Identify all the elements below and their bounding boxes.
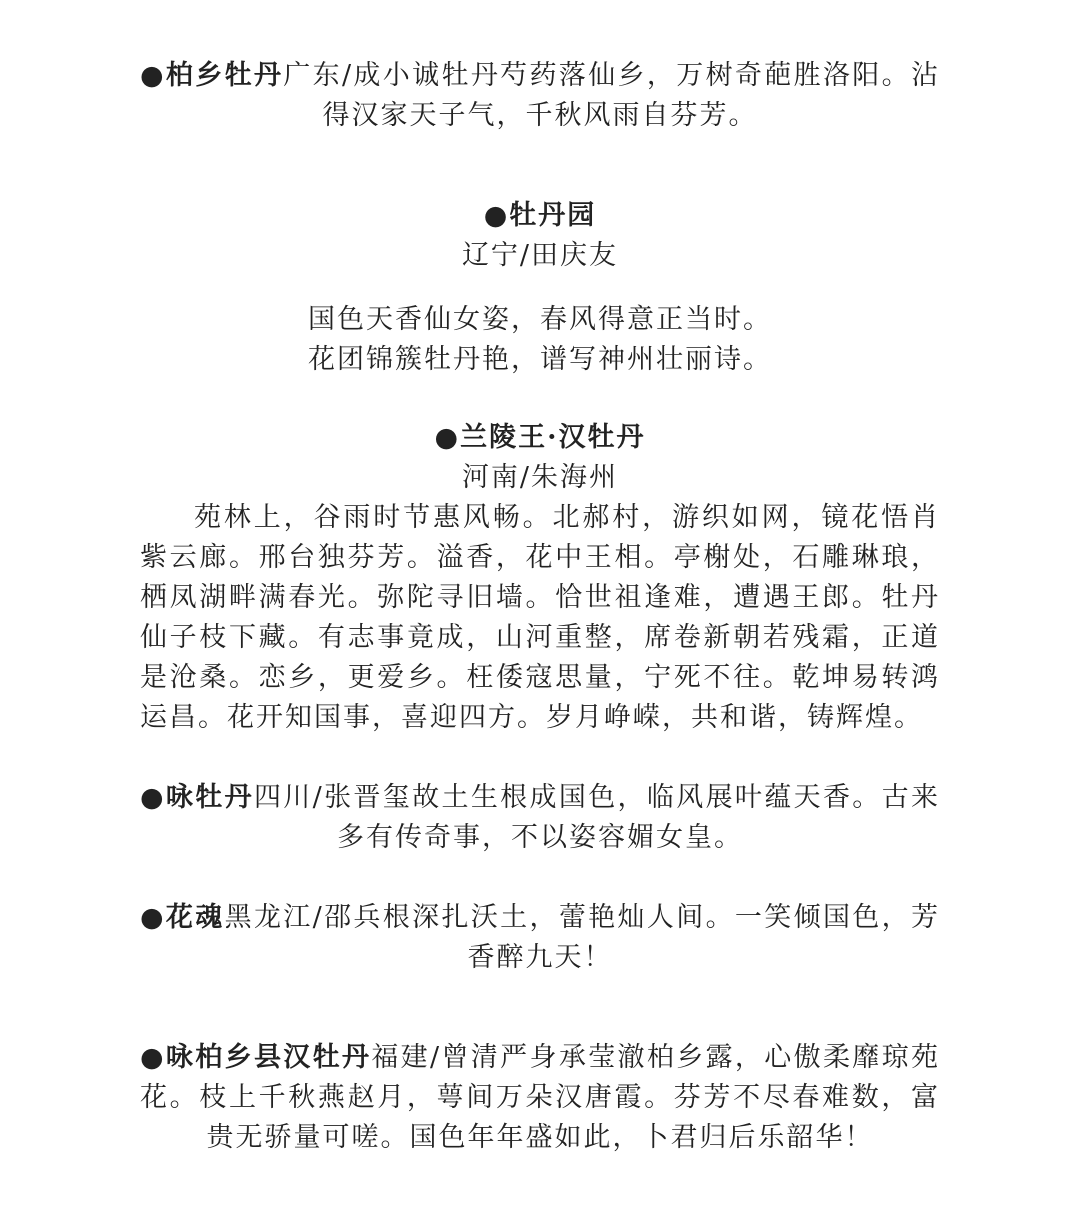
poem-6 [140, 1038, 940, 1158]
poem-5 [140, 898, 940, 978]
bullet-icon: ● [140, 782, 166, 813]
poem-author: 黑龙江/邵兵 [224, 902, 383, 933]
poem-text: 故土生根成国色，临风展叶蕴天香。古来多有传奇事，不以姿容媚女皇。 [337, 782, 940, 853]
poem-line: 国色天香仙女姿，春风得意正当时。 [308, 304, 772, 335]
poem-author: 辽宁/田庆友 [461, 240, 619, 271]
poem-author: 福建/曾清严 [371, 1042, 530, 1073]
poem-title: 咏柏乡县汉牡丹 [165, 1042, 372, 1073]
poem-1 [140, 56, 940, 136]
bullet-icon: ● [483, 200, 510, 231]
poem-text: 苑林上，谷雨时节惠风畅。北郝村，游织如网，镜花悟肖紫云廊。邢台独芬芳。溢香，花中王相。亭榭处，石雕琳琅，栖凤湖畔满春光。弥陀寻旧墙。恰世祖逢难，遭遇王郎。牡丹仙子枝下藏。有志事竟成，山河重整，席卷新朝若残霜，正道是沧桑。恋乡，更爱乡。枉倭寇思量，宁死不往。乾坤易转鸿运昌。花开知国事，喜迎四方。岁月峥嵘，共和谐，铸辉煌。 [140, 502, 940, 733]
poem-author: 广东/成小诚 [283, 60, 442, 91]
bullet-icon: ● [140, 1042, 166, 1073]
poem-title: 柏乡牡丹 [165, 60, 284, 91]
poem-text: 牡丹芍药落仙乡，万树奇葩胜洛阳。沾得汉家天子气，千秋风雨自芬芳。 [322, 60, 940, 131]
bullet-icon: ● [434, 422, 461, 453]
poem-2 [140, 196, 940, 380]
poem-title: 兰陵王·汉牡丹 [460, 422, 646, 453]
bullet-icon: ● [140, 60, 166, 91]
poem-author: 河南/朱海州 [461, 462, 619, 493]
poem-text: 身承莹澈柏乡露，心傲柔靡琼苑花。枝上千秋燕赵月，萼间万朵汉唐霞。芬芳不尽春难数，富贵无骄量可嗟。国色年年盛如此，卜君归后乐韶华！ [140, 1042, 940, 1153]
poem-title: 牡丹园 [509, 200, 597, 231]
poem-text: 根深扎沃土，蕾艳灿人间。一笑倾国色，芳香醉九天！ [382, 902, 940, 973]
poem-4 [140, 778, 940, 858]
poem-title: 咏牡丹 [165, 782, 254, 813]
poem-3 [140, 418, 940, 738]
poem-author: 四川/张晋玺 [253, 782, 413, 813]
poem-title: 花魂 [165, 902, 225, 933]
poem-line: 花团锦簇牡丹艳，谱写神州壮丽诗。 [308, 344, 772, 375]
bullet-icon: ● [140, 902, 166, 933]
